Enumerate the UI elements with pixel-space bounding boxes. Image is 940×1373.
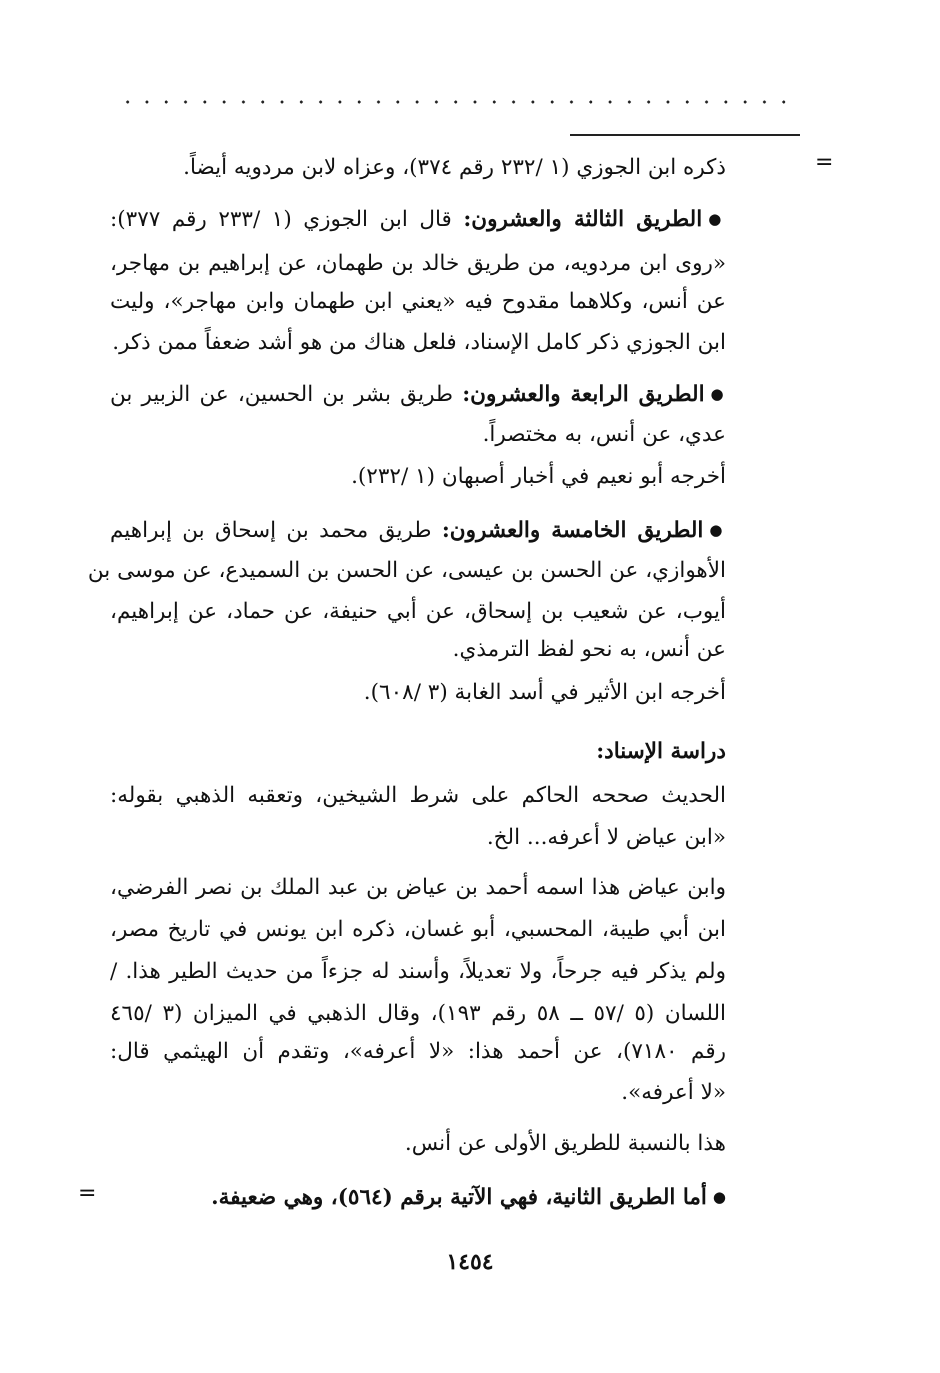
bullet-icon: ● [712,1188,726,1206]
dotted-separator [118,99,793,105]
continuation-mark-top: = [815,150,834,175]
final-bullet-text: أما الطريق الثانية، فهي الآتية برقم (٥٦٤)، وهي ضعيفة. [211,1185,707,1210]
section-heading: الطريق الثالثة والعشرون: [463,207,703,232]
heading-line-23 [110,197,726,241]
text-line-16: «ابن عياض لا أعرفه... الخ. [486,825,726,850]
text-line-13: أخرجه ابن الأثير في أسد الغابة (٣ /٦٠٨). [363,680,726,705]
text-line-23: هذا بالنسبة للطريق الأولى عن أنس. [404,1131,726,1156]
section-heading: الطريق الخامسة والعشرون: [441,518,704,543]
page-number: ١٤٥٤ [446,1249,494,1275]
continuation-mark-bottom: = [78,1181,97,1206]
text-line-19: ولم يذكر فيه جرحاً، ولا تعديلاً، وأسند له جزءاً من حديث الطير هذا. / [110,959,726,984]
bullet-icon: ● [709,521,726,539]
text-line-3: «روى ابن مردويه، من طريق خالد بن طهمان، عن إبراهيم بن مهاجر، [110,251,726,276]
section-title: دراسة الإسناد: [596,739,726,764]
text-line-8: أخرجه أبو نعيم في أخبار أصبهان (١ /٢٣٢). [351,464,726,489]
text-line-15: الحديث صححه الحاكم على شرط الشيخين، وتعقبه الذهبي بقوله: [110,783,726,808]
footnote-rule [570,134,800,136]
bullet-icon: ● [710,385,726,403]
heading-line-25 [110,508,726,552]
text-line-18: ابن أبي طيبة، المحسبي، أبو غسان، ذكره ابن يونس في تاريخ مصر، [110,917,726,942]
text-line-12: عن أنس، به نحو لفظ الترمذي. [452,637,726,662]
bullet-icon: ● [708,210,727,228]
final-bullet-line [110,1175,726,1219]
section-heading: الطريق الرابعة والعشرون: [462,382,705,407]
heading-rest: طريق محمد بن إسحاق بن إبراهيم [110,518,432,543]
text-line-11: أيوب، عن شعيب بن إسحاق، عن أبي حنيفة، عن حماد، عن إبراهيم، [110,599,726,624]
text-line-5: ابن الجوزي ذكر كامل الإسناد، فلعل هناك من هو أشد ضعفاً ممن ذكر. [112,330,726,355]
text-line-20: اللسان (٥ /٥٧ ــ ٥٨ رقم ١٩٣)، وقال الذهبي في الميزان (٣ /٤٦٥ [110,1001,726,1026]
text-line-21: رقم ٧١٨٠)، عن أحمد هذا: «لا أعرفه»، وتقدم أن الهيثمي قال: [110,1039,726,1064]
text-line-10: الأهوازي، عن الحسن بن عيسى، عن الحسن بن السميدع، عن موسى بن [87,558,726,583]
text-line-7: عدي، عن أنس، به مختصراً. [482,422,726,447]
heading-line-24 [110,372,726,416]
heading-rest: طريق بشر بن الحسين، عن الزبير بن [110,382,454,407]
text-line-17: وابن عياض هذا اسمه أحمد بن عياض بن عبد الملك بن نصر الفرضي، [110,875,726,900]
text-line-22: «لا أعرفه». [621,1080,726,1105]
text-line-1: ذكره ابن الجوزي (١ /٢٣٢ رقم ٣٧٤)، وعزاه لابن مردويه أيضاً. [183,155,726,180]
heading-rest: قال ابن الجوزي (١ /٢٣٣ رقم ٣٧٧): [110,207,452,232]
text-line-4: عن أنس، وكلاهما مقدوح فيه «يعني ابن طهمان وابن مهاجر»، وليت [110,289,726,314]
